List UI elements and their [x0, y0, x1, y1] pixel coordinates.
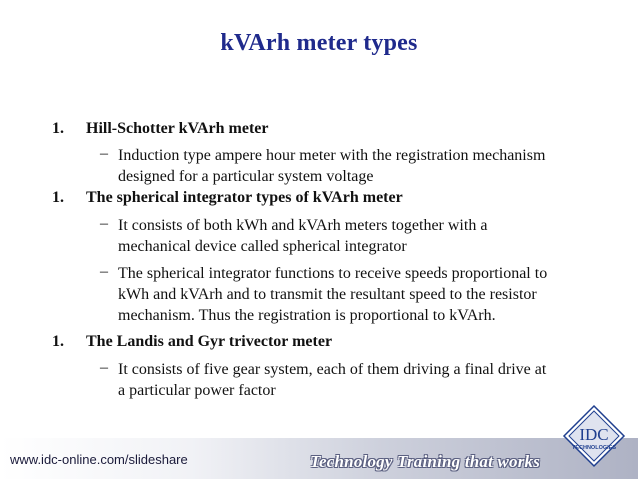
footer-tagline: Technology Training that works: [310, 452, 541, 471]
idc-logo: [562, 404, 626, 468]
logo-subtext: TECHNOLOGIES: [571, 445, 617, 451]
bullet-dash: –: [100, 145, 108, 162]
bullet-text: [118, 263, 608, 326]
logo-text: IDC: [579, 425, 609, 444]
bullet-line: designed for a particular system voltage: [118, 168, 374, 185]
bullet-line: It consists of both kWh and kVArh meters together with a: [118, 217, 488, 234]
section-heading: The Landis and Gyr trivector meter: [86, 333, 333, 350]
section-number: 1.: [52, 333, 64, 350]
section-number: 1.: [52, 120, 64, 137]
bullet-line: mechanical device called spherical integrator: [118, 238, 407, 255]
section-heading: Hill-Schotter kVArh meter: [86, 120, 269, 137]
bullet-dash: –: [100, 359, 108, 376]
bullet-line: a particular power factor: [118, 382, 276, 399]
bullet-line: Induction type ampere hour meter with the registration mechanism: [118, 147, 546, 164]
bullet-line: The spherical integrator functions to receive speeds proportional to: [118, 265, 548, 282]
bullet-dash: –: [100, 215, 108, 232]
bullet-line: It consists of five gear system, each of them driving a final drive at: [118, 361, 547, 378]
bullet-dash: –: [100, 263, 108, 280]
section-number: 1.: [52, 189, 64, 206]
slide-title: kVArh meter types: [220, 30, 418, 56]
bullet-text: [118, 215, 608, 257]
footer-url[interactable]: www.idc-online.com/slideshare: [10, 452, 188, 467]
bullet-line: mechanism. Thus the registration is proportional to kVArh.: [118, 307, 496, 324]
bullet-text: [118, 145, 608, 187]
section-heading: The spherical integrator types of kVArh meter: [86, 189, 403, 206]
bullet-text: [118, 359, 608, 401]
bullet-line: kWh and kVArh and to transmit the resultant speed to the resistor: [118, 286, 537, 303]
